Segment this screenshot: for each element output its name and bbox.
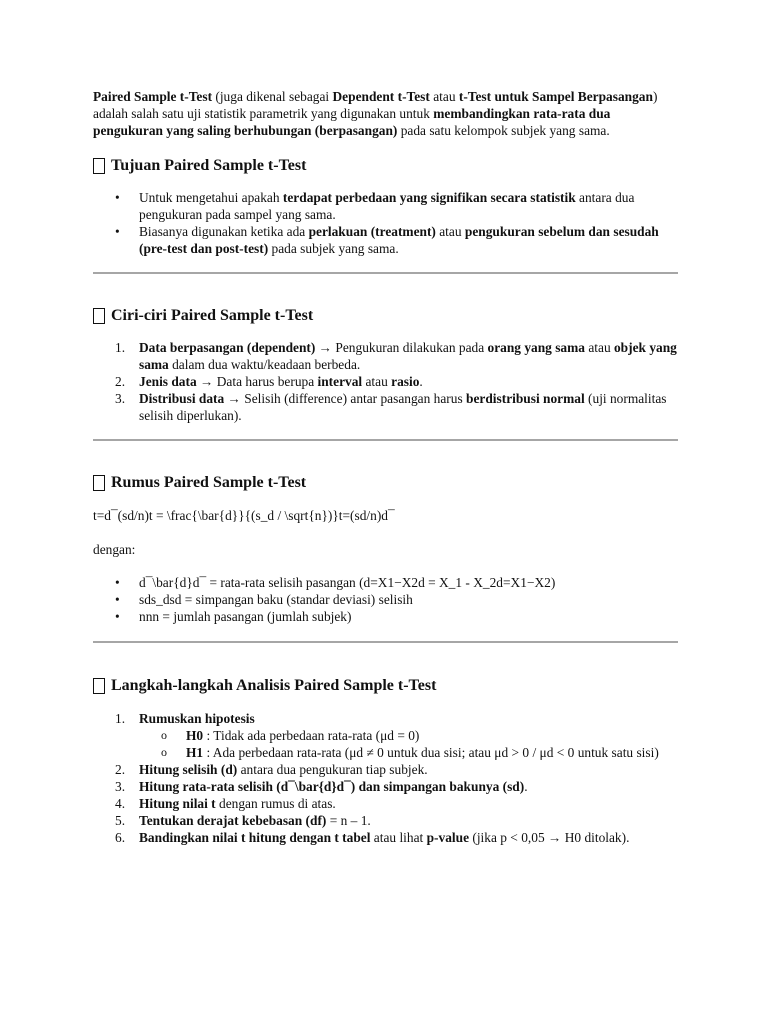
- item-number: 3.: [115, 391, 126, 406]
- section-heading-tujuan: [93, 156, 678, 176]
- text-bold: Rumuskan hipotesis: [139, 711, 255, 726]
- list-item: [93, 829, 678, 846]
- heading-text: Ciri-ciri Paired Sample t-Test: [111, 307, 314, 324]
- text-bold: Hitung selisih (d): [139, 762, 238, 777]
- text: → Pengukuran dilakukan pada: [315, 340, 488, 355]
- text-bold: Distribusi data: [139, 391, 225, 406]
- heading-text: Tujuan Paired Sample t-Test: [111, 157, 307, 174]
- text: : Ada perbedaan rata-rata (μd ≠ 0 untuk dua sisi; atau μd > 0 / μd < 0 untuk satu sisi): [203, 745, 659, 760]
- list-item: [93, 339, 678, 373]
- text: atau lihat: [370, 830, 427, 845]
- list-item: • sds_dsd = simpangan baku (standar deviasi) selisih: [93, 591, 678, 608]
- text-bold: H1: [186, 745, 204, 760]
- text: = n – 1.: [326, 813, 371, 828]
- text: Untuk mengetahui apakah: [139, 190, 283, 205]
- missing-glyph-icon: [93, 308, 105, 324]
- text-bold: perlakuan (treatment): [308, 224, 436, 239]
- text-bold: objek yang sama: [139, 340, 677, 372]
- text-bold: Data berpasangan (dependent): [139, 340, 316, 355]
- text: → Selisih (difference) antar pasangan harus: [224, 391, 467, 406]
- text-bold: pengukuran sebelum dan sesudah (pre-test dan post-test): [139, 224, 659, 256]
- text: atau: [584, 340, 614, 355]
- intro-text: pada satu kelompok subjek yang sama.: [397, 123, 610, 138]
- missing-glyph-icon: [93, 475, 105, 491]
- dengan-label: dengan:: [93, 542, 136, 557]
- text: .: [524, 779, 528, 794]
- text: .: [419, 374, 423, 389]
- langkah-list: [93, 710, 678, 846]
- text-bold: Tentukan derajat kebebasan (df): [139, 813, 327, 828]
- text: Biasanya digunakan ketika ada: [139, 224, 309, 239]
- list-item: [93, 795, 678, 812]
- term-sampel-berpasangan: t-Test untuk Sampel Berpasangan: [458, 89, 653, 104]
- text-bold: Jenis data: [139, 374, 197, 389]
- list-item: [93, 189, 678, 223]
- item-number: 2.: [115, 374, 126, 389]
- document-page: [93, 88, 678, 846]
- section-heading-rumus: [93, 473, 678, 493]
- term-paired-sample: Paired Sample t-Test: [93, 89, 213, 104]
- text-bold: H0: [186, 728, 204, 743]
- text: (uji normalitas selisih diperlukan).: [139, 391, 667, 423]
- list-item: [93, 778, 678, 795]
- heading-text: Rumus Paired Sample t-Test: [111, 474, 307, 491]
- hypothesis-list: [139, 727, 678, 761]
- text: pada subjek yang sama.: [268, 241, 399, 256]
- intro-paragraph: [93, 88, 678, 139]
- text: → Data harus berupa: [196, 374, 318, 389]
- list-item: [93, 390, 678, 424]
- text: dengan rumus di atas.: [215, 796, 336, 811]
- text-bold: Bandingkan nilai t hitung dengan t tabel: [139, 830, 371, 845]
- list-item: [139, 727, 678, 744]
- item-number: 3.: [115, 779, 126, 794]
- item-number: 5.: [115, 813, 126, 828]
- item-number: 1.: [115, 340, 126, 355]
- list-item: [93, 761, 678, 778]
- missing-glyph-icon: [93, 158, 105, 174]
- list-item: [93, 223, 678, 257]
- text-bold: rasio: [391, 374, 420, 389]
- list-item: • d¯\bar{d}d¯ = rata-rata selisih pasangan (d=X1−X2d = X_1 - X_2d=X1−X2): [93, 574, 678, 591]
- text: antara dua pengukuran tiap subjek.: [237, 762, 428, 777]
- missing-glyph-icon: [93, 678, 105, 694]
- term-dependent: Dependent t-Test: [332, 89, 430, 104]
- item-number: 4.: [115, 796, 126, 811]
- list-item: [93, 812, 678, 829]
- text: atau: [435, 224, 465, 239]
- formula: t=d¯(sd/n)t = \frac{\bar{d}}{(s_d / \sqrt{n})}t=(sd/n)d¯: [93, 508, 395, 523]
- tujuan-list: [93, 189, 678, 257]
- item-number: 6.: [115, 830, 126, 845]
- intro-text: (juga dikenal sebagai: [212, 89, 333, 104]
- text: dalam dua waktu/keadaan berbeda.: [168, 357, 361, 372]
- intro-text: ) adalah salah satu uji statistik parametrik yang digunakan untuk: [93, 89, 658, 121]
- text: : Tidak ada perbedaan rata-rata (μd = 0): [203, 728, 420, 743]
- text-bold: interval: [317, 374, 363, 389]
- text-bold: orang yang sama: [487, 340, 585, 355]
- item-number: 2.: [115, 762, 126, 777]
- section-heading-ciri: [93, 306, 678, 326]
- text: atau: [362, 374, 392, 389]
- item-number: 1.: [115, 711, 126, 726]
- list-item: [93, 373, 678, 390]
- ciri-list: [93, 339, 678, 424]
- list-item: [93, 710, 678, 761]
- intro-text: atau: [429, 89, 459, 104]
- variable-list: [93, 574, 678, 625]
- term-membandingkan: membandingkan rata-rata dua pengukuran yang saling berhubungan (berpasangan): [93, 106, 611, 138]
- text-bold: terdapat perbedaan yang signifikan secara statistik: [282, 190, 576, 205]
- list-item: • nnn = jumlah pasangan (jumlah subjek): [93, 608, 678, 625]
- text-bold: Hitung nilai t: [139, 796, 216, 811]
- section-heading-langkah: [93, 676, 678, 696]
- text: antara dua pengukuran pada sampel yang sama.: [139, 190, 635, 222]
- heading-text: Langkah-langkah Analisis Paired Sample t-Test: [111, 677, 437, 694]
- text-bold: berdistribusi normal: [466, 391, 585, 406]
- text: (jika p < 0,05 → H0 ditolak).: [469, 830, 630, 845]
- text-bold: p-value: [426, 830, 470, 845]
- list-item: [139, 744, 678, 761]
- text-bold: Hitung rata-rata selisih (d¯\bar{d}d¯) dan simpangan bakunya (sd): [139, 779, 525, 794]
